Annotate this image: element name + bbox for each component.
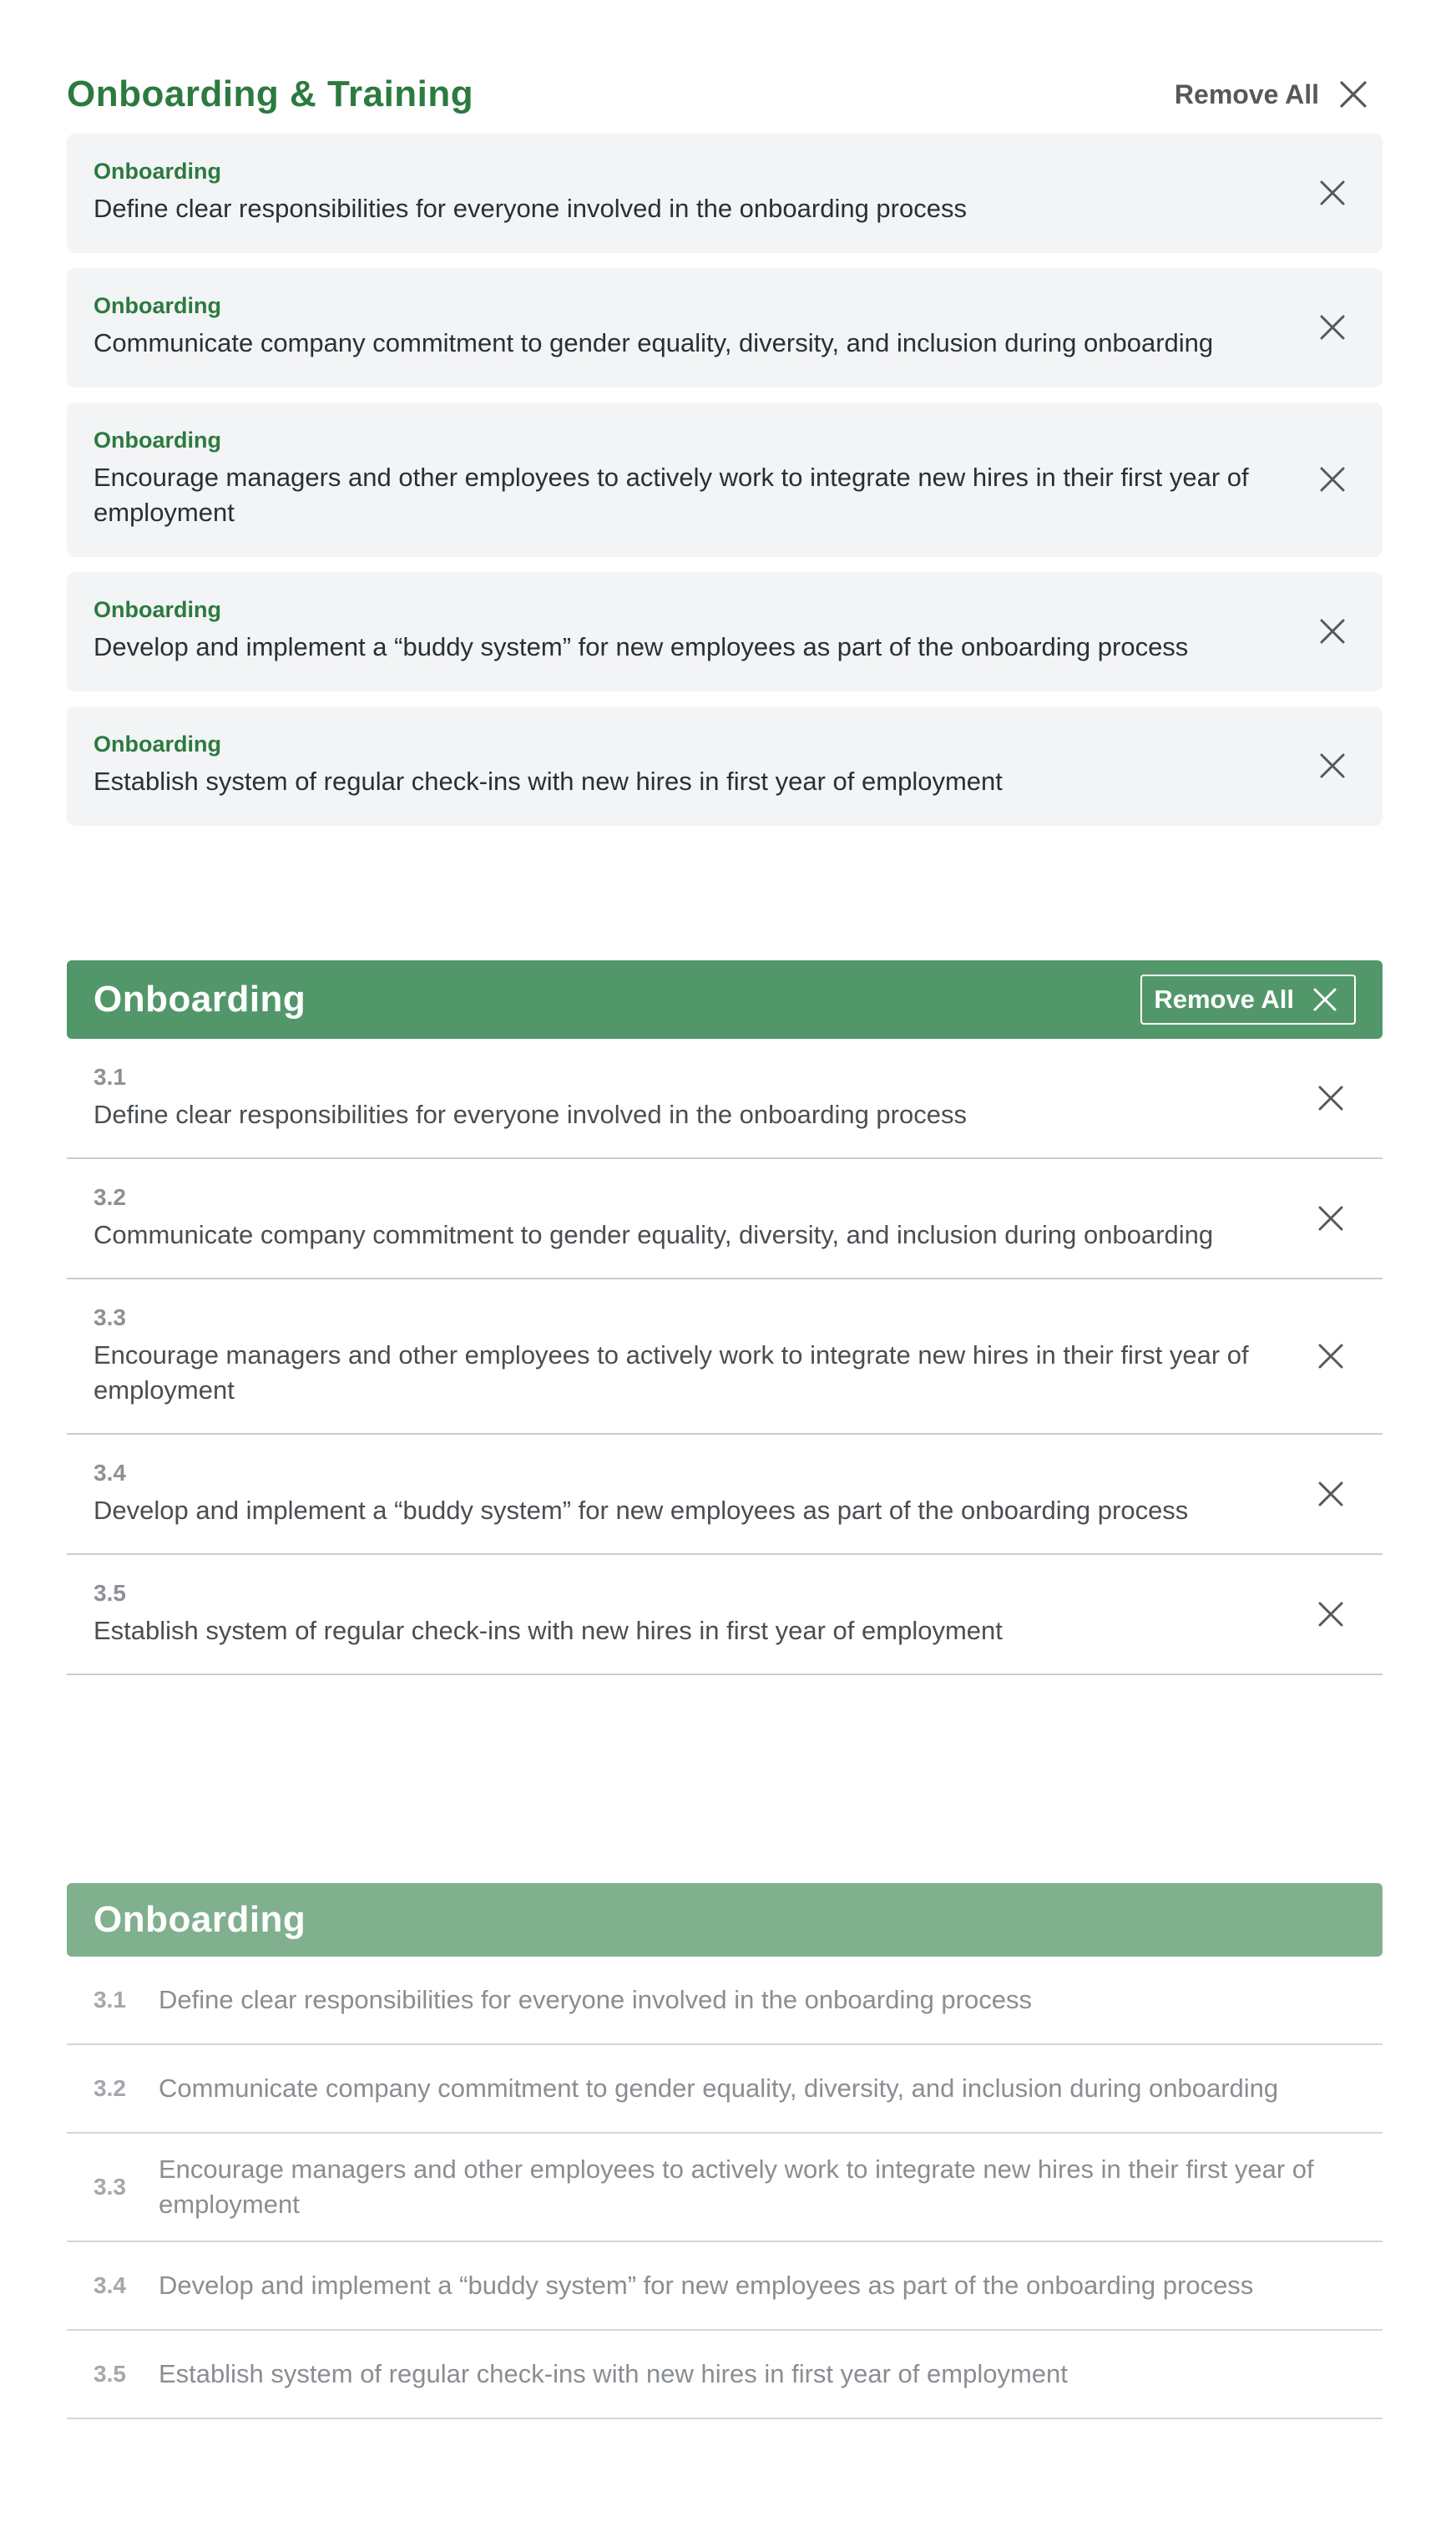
item-text: Encourage managers and other employees to actively work to integrate new hires in their first year of employment — [94, 1340, 1249, 1405]
item-number: 3.1 — [94, 1987, 126, 2013]
item-number: 3.2 — [94, 1184, 126, 1210]
list-item — [67, 1435, 1383, 1555]
selected-item-card — [67, 268, 1383, 387]
onboarding-section-removable — [67, 960, 1383, 1675]
list-item — [67, 1957, 1383, 2045]
onboarding-training-section — [67, 65, 1383, 841]
selected-item-card — [67, 403, 1383, 557]
item-text: Develop and implement a “buddy system” for new employees as part of the onboarding process — [94, 1496, 1189, 1525]
item-category: Onboarding — [94, 159, 221, 184]
close-icon — [1317, 1601, 1344, 1628]
item-text: Communicate company commitment to gender equality, diversity, and inclusion during onboarding — [94, 1220, 1214, 1249]
remove-item-button[interactable] — [1306, 1073, 1356, 1123]
item-text: Encourage managers and other employees to actively work to integrate new hires in their first year of employment — [159, 2155, 1314, 2219]
list-item — [67, 1279, 1383, 1435]
close-icon — [1339, 80, 1368, 109]
list-item — [67, 2331, 1383, 2419]
item-number: 3.3 — [94, 1304, 126, 1330]
item-text: Communicate company commitment to gender equality, diversity, and inclusion during onboarding — [94, 328, 1214, 357]
close-icon — [1319, 314, 1346, 341]
remove-item-button[interactable] — [1306, 1589, 1356, 1639]
list-item — [67, 1159, 1383, 1279]
item-text: Develop and implement a “buddy system” for new employees as part of the onboarding process — [159, 2271, 1254, 2300]
item-text: Define clear responsibilities for everyone involved in the onboarding process — [94, 1100, 967, 1129]
item-category: Onboarding — [94, 293, 221, 318]
selected-item-card — [67, 572, 1383, 691]
item-text: Establish system of regular check-ins with new hires in first year of employment — [94, 1616, 1003, 1645]
item-category: Onboarding — [94, 428, 221, 453]
item-number: 3.4 — [94, 1460, 126, 1486]
item-number: 3.4 — [94, 2272, 126, 2298]
item-text: Define clear responsibilities for everyone involved in the onboarding process — [94, 194, 967, 223]
onboarding-section-readonly — [67, 1883, 1383, 2419]
close-icon — [1319, 618, 1346, 645]
close-icon — [1319, 180, 1346, 206]
section-header-bar — [67, 960, 1383, 1039]
remove-item-button[interactable] — [1306, 1193, 1356, 1243]
close-icon — [1317, 1205, 1344, 1232]
list-item — [67, 1555, 1383, 1675]
item-text: Communicate company commitment to gender equality, diversity, and inclusion during onboarding — [159, 2074, 1279, 2103]
list-item — [67, 2045, 1383, 2134]
close-icon — [1319, 466, 1346, 493]
remove-item-button[interactable] — [1307, 606, 1357, 656]
section-header — [67, 65, 1383, 124]
section-title: Onboarding & Training — [67, 73, 474, 114]
remove-item-button[interactable] — [1307, 454, 1357, 504]
close-icon — [1317, 1085, 1344, 1111]
item-number: 3.5 — [94, 2361, 126, 2387]
section-header-bar — [67, 1883, 1383, 1957]
close-icon — [1319, 752, 1346, 779]
remove-item-button[interactable] — [1306, 1331, 1356, 1381]
selected-item-card — [67, 134, 1383, 253]
list-item — [67, 2134, 1383, 2242]
item-number: 3.3 — [94, 2174, 126, 2200]
selected-item-card — [67, 706, 1383, 826]
remove-all-label: Remove All — [1154, 985, 1294, 1014]
close-icon — [1317, 1343, 1344, 1370]
item-number: 3.1 — [94, 1064, 126, 1090]
remove-item-button[interactable] — [1306, 1469, 1356, 1519]
list-item — [67, 1039, 1383, 1159]
item-category: Onboarding — [94, 732, 221, 757]
close-icon — [1312, 987, 1337, 1012]
remove-all-button[interactable] — [1175, 79, 1368, 110]
item-number: 3.2 — [94, 2075, 126, 2101]
remove-all-button[interactable] — [1140, 975, 1356, 1025]
remove-item-button[interactable] — [1307, 168, 1357, 218]
item-number: 3.5 — [94, 1580, 126, 1606]
remove-all-label: Remove All — [1174, 78, 1319, 109]
close-icon — [1317, 1481, 1344, 1507]
remove-item-button[interactable] — [1307, 741, 1357, 791]
item-text: Develop and implement a “buddy system” for new employees as part of the onboarding process — [94, 632, 1189, 661]
item-text: Establish system of regular check-ins with new hires in first year of employment — [94, 767, 1003, 796]
list-item — [67, 2242, 1383, 2331]
remove-item-button[interactable] — [1307, 302, 1357, 352]
section-title: Onboarding — [94, 1899, 306, 1940]
item-category: Onboarding — [94, 597, 221, 622]
section-title: Onboarding — [94, 979, 306, 1020]
item-text: Define clear responsibilities for everyone involved in the onboarding process — [159, 1985, 1032, 2014]
item-text: Encourage managers and other employees to actively work to integrate new hires in their first year of employment — [94, 463, 1249, 527]
item-text: Establish system of regular check-ins with new hires in first year of employment — [159, 2359, 1068, 2388]
